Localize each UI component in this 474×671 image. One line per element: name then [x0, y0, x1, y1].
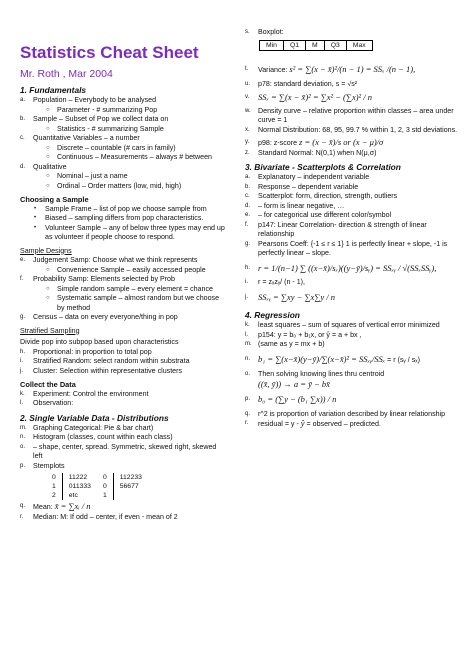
list-item-rm: m. (same as y = mx + b) [245, 340, 325, 348]
sub-bullet: ○ Parameter - # summarizing Pop [46, 105, 158, 114]
sub-bullet: ○ Ordinal – Order matters (low, mid, high) [46, 181, 182, 190]
ssxy-formula: SSₓᵧ = ∑xy − ∑x∑y / n [258, 291, 335, 302]
list-item-bd: d. – form is linear negative, … [245, 201, 345, 210]
list-item-a: a. Population – Everybody to be analysed [20, 96, 157, 104]
list-item-t: t. Variance: s² = ∑(x − x̄)²/(n − 1) = SSₓ /(n − 1), [245, 64, 416, 74]
mean-formula: x̄ = ∑xᵢ / n [54, 501, 91, 511]
list-item-x: x. Normal Distribution: 68, 95, 99.7 % within 1, 2, 3 std deviations. [245, 125, 458, 134]
zscore-formula: z = (x − x̄)/s or (x − μ)/σ [299, 137, 384, 147]
list-item-y: y. p98: z-score z = (x − x̄)/s or (x − μ)/σ [245, 137, 384, 147]
list-item-rp: p. b₀ = (∑y − (b₁ ∑x)) / n [245, 395, 460, 405]
list-item-o: o. – shape, center, spread. Symmetric, skewed right, skewed left [20, 442, 217, 460]
sub-bullet: ○ Systematic sample – almost random but we choose by method [46, 294, 220, 312]
table-row: 1 011333 0 56677 [46, 482, 148, 491]
intercept-formula: b₀ = (∑y − (b₁ ∑x)) / n [258, 394, 337, 404]
correlation-formula: r = 1/(n−1) ∑ ((x−x̄)/sₓ)((y−ȳ)/sᵧ) = SSₓᵧ / √(SSₓSSᵧ), [258, 262, 437, 273]
stratified-text: Divide pop into subpop based upon characteristics [20, 338, 179, 346]
list-item-z: z. Standard Normal: N(0,1) when N(μ,σ) [245, 148, 377, 157]
sub-bullet: ○ Discrete – countable (# cars in family) [46, 143, 176, 152]
sub-bullet: ○ Simple random sample – every element = chance [46, 284, 213, 293]
variance-formula: s² = ∑(x − x̄)²/(n − 1) = SSₓ /(n − 1), [289, 64, 416, 74]
list-item-j: j. Cluster: Selection within representative clusters [20, 366, 183, 375]
list-item-rr: r. residual = y - ŷ = observed – predicted. [245, 418, 381, 428]
list-item-v: v. SSₓ = ∑(x − x̄)² = ∑x² − (∑x)² / n [245, 93, 460, 103]
list-item-be: e. – for categorical use different color/symbol [245, 211, 392, 219]
section-heading-stratified: Stratified Sampling [20, 326, 80, 335]
slope-formula: b₁ = ∑(x−x̄)(y−ȳ)/∑(x−x̄)² = SSₓᵧ/SSₓ [258, 353, 386, 364]
list-item-q: q. Mean: x̄ = ∑xᵢ / n [20, 501, 91, 511]
section-heading-bivariate: 3. Bivariate - Scatterplots & Correlation [245, 162, 401, 172]
list-item-r: r. Median: M: If odd – center, if even - mean of 2 [20, 512, 178, 521]
list-item-rk: k. least squares – sum of squares of vertical error minimized [245, 321, 440, 329]
sub-bullet: ○ Nominal – just a name [46, 172, 128, 180]
list-item-bb: b. Response – dependent variable [245, 182, 359, 191]
bullet-item: • Volunteer Sample – any of below three types may end up as volunteer if people choose to respond. [34, 223, 225, 241]
section-heading-collect: Collect the Data [20, 380, 76, 389]
section-heading-regression: 4. Regression [245, 310, 300, 320]
list-item-p: p. Stemplots [20, 461, 65, 470]
list-item-bf: f. p147: Linear Correlation- direction & strength of linear relationship [245, 220, 427, 238]
boxplot-labels: Min Q1 M Q3 Max [259, 40, 460, 52]
list-item-bj: j. SSₓᵧ = ∑xy − ∑x∑y / n [245, 293, 460, 303]
stemplot-table [46, 473, 148, 500]
list-item-ba: a. Explanatory – independent variable [245, 173, 370, 181]
list-item-ro: o. Then solving knowing lines thru centroid ((x̄, ȳ)) → a = ȳ − bx̄ [245, 370, 385, 389]
sub-bullet: ○ Convenience Sample – easily accessed people [46, 265, 206, 274]
list-item-n: n. Histogram (classes, count within each class) [20, 433, 173, 441]
list-item-e: e. Judgement Samp: Choose what we think represents [20, 256, 198, 264]
list-item-rl: l. p154: y = b₀ + b₁x, or ŷ = a + bx , [245, 330, 362, 339]
list-item-bh: h. r = 1/(n−1) ∑ ((x−x̄)/sₓ)((y−ȳ)/sᵧ) = SSₓᵧ / √(SSₓSSᵧ), [245, 264, 460, 274]
bullet-item: • Sample Frame – list of pop we choose sample from [34, 204, 207, 213]
list-item-u: u. p78: standard deviation, s = √s² [245, 79, 358, 88]
list-item-c: c. Quantitative Variables – a number [20, 134, 140, 142]
sub-bullet: ○ Statistics - # summarizing Sample [46, 124, 164, 133]
list-item-l: l. Observation: [20, 399, 74, 407]
list-item-h: h. Proportional: in proportion to total pop [20, 347, 152, 356]
list-item-i: i. Stratified Random: select random within substrata [20, 357, 190, 365]
list-item-s: s. Boxplot: [245, 28, 284, 36]
centroid-formula: ((x̄, ȳ)) → a = ȳ − bx̄ [258, 378, 330, 389]
list-item-rn: n. b₁ = ∑(x−x̄)(y−ȳ)/∑(x−x̄)² = SSₓᵧ/SSₓ = r (sᵧ / sₓ) [245, 353, 420, 364]
list-item-bi: i. r = zₓzᵧ/ (n - 1), [245, 278, 305, 286]
table-row: 0 11222 0 112233 [46, 473, 148, 482]
author-date: Mr. Roth , Mar 2004 [20, 68, 113, 80]
list-item-w: w. Density curve – relative proportion within classes – area under curve = 1 [245, 106, 454, 124]
section-heading-designs: Sample Designs [20, 246, 72, 255]
section-heading-choosing: Choosing a Sample [20, 195, 89, 204]
list-item-m: m. Graphing Categorical: Pie & bar chart) [20, 423, 154, 432]
section-heading-fundamentals: 1. Fundamentals [20, 85, 87, 95]
bullet-item: • Biased – sampling differs from pop characteristics. [34, 214, 204, 222]
ssx-formula: SSₓ = ∑(x − x̄)² = ∑x² − (∑x)² / n [258, 92, 372, 102]
left-column [20, 43, 225, 522]
list-item-rq: q. r^2 is proportion of variation described by linear relationship [245, 409, 446, 418]
table-row: 2 etc 1 [46, 491, 148, 500]
list-item-d: d. Qualitative [20, 162, 67, 171]
list-item-k: k. Experiment: Control the environment [20, 389, 149, 398]
list-item-b: b. Sample – Subset of Pop we collect data on [20, 115, 169, 123]
list-item-g: g. Census – data on every everyone/thing in pop [20, 313, 178, 321]
right-column [245, 28, 460, 430]
list-item-bc: c. Scatterplot: form, direction, strength, outliers [245, 192, 398, 200]
sub-bullet: ○ Continuous – Measurements – always # between [46, 153, 212, 161]
page-title: Statistics Cheat Sheet [20, 43, 199, 62]
list-item-f: f. Probability Samp: Elements selected by Prob [20, 275, 175, 283]
section-heading-single-variable: 2. Single Variable Data - Distributions [20, 412, 169, 423]
list-item-bg: g. Pearsons Coeff: {-1 ≤ r ≤ 1} 1 is perfectly linear + slope, -1 is perfectly linear – slope. [245, 239, 448, 257]
